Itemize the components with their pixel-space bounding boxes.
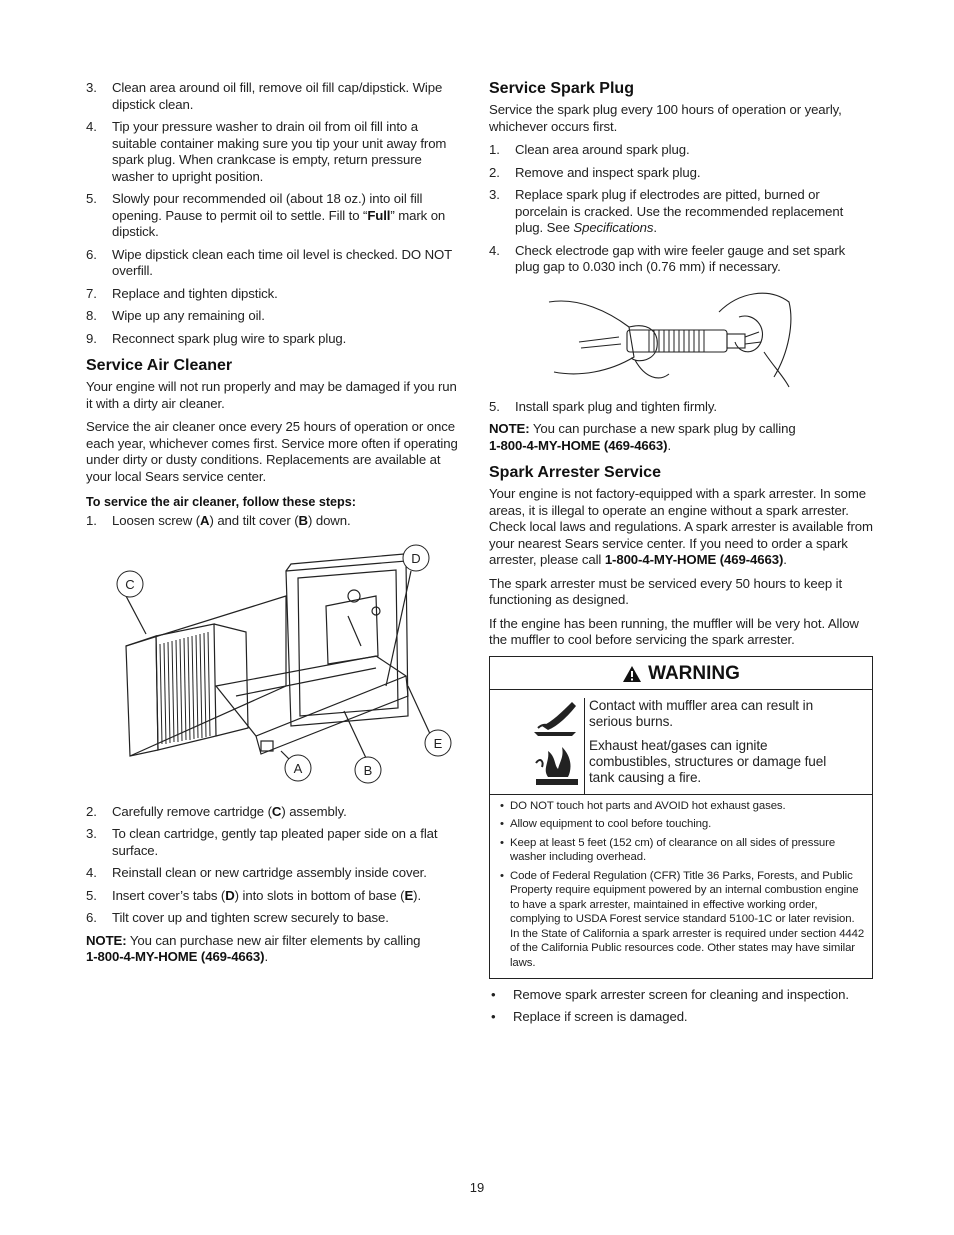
paragraph: Service the air cleaner once every 25 hours of operation or once each year, whichever comes first. Service more often if operating under dirty or dusty conditions. Replacements are available at your local Sears service center. <box>86 419 458 484</box>
list-item: • Keep at least 5 feet (152 cm) of clearance on all sides of pressure washer including overhead. <box>500 836 866 865</box>
step-text: Insert cover’s tabs ( <box>112 887 226 903</box>
step-text: Wipe up any remaining oil. <box>112 308 265 323</box>
step-text: Replace and tighten dipstick. <box>112 285 278 301</box>
list-item <box>86 826 466 859</box>
step-bold: D <box>225 887 235 903</box>
note-spark-plug <box>489 421 873 454</box>
step-text: Slowly pour recommended oil (about 18 oz.) into oil fill opening. Pause to permit oil to settle. Fill to “ <box>112 191 423 223</box>
step-number: 3. <box>489 187 500 202</box>
spark-plug-figure <box>539 282 873 397</box>
step-text: ” mark on dipstick. <box>112 207 446 239</box>
step-number: 5. <box>86 887 97 903</box>
list-item <box>86 247 466 280</box>
list-item: • Allow equipment to cool before touching. <box>500 817 866 832</box>
list-item: • Remove spark arrester screen for cleaning and inspection. <box>489 987 873 1004</box>
step-text: ) and tilt cover ( <box>209 513 299 528</box>
step-number: 2. <box>489 164 500 180</box>
note-air-filter <box>86 933 466 966</box>
list-item <box>86 119 466 185</box>
warning-line: Contact with muffler area can result in serious burns. <box>589 697 814 729</box>
step-number: 1. <box>489 142 500 157</box>
warning-line: Exhaust heat/gases can ignite combustibles, structures or damage fuel tank causing a fire. <box>589 737 827 785</box>
step-bold: C <box>271 803 282 819</box>
label-a: A <box>293 760 303 776</box>
step-bold: A <box>200 513 210 528</box>
paragraph-text: Your engine is not factory-equipped with a spark arrester. In some areas, it is illegal to operate an engine without a spark arrester. Check local laws and regulations. A spark arrester is available from your nearest Sears service center. If you need to order a spark arrester, please call <box>489 486 873 567</box>
step-text: Remove and inspect spark plug. <box>515 164 701 180</box>
warning-icons <box>528 698 585 794</box>
list-item <box>489 142 873 159</box>
left-column <box>86 80 466 973</box>
warning-text <box>585 698 846 794</box>
list-item <box>489 243 873 276</box>
spark-step5-list <box>489 399 873 416</box>
list-item <box>86 513 466 530</box>
paragraph <box>489 486 873 569</box>
label-b: B <box>363 762 373 778</box>
list-item: • DO NOT touch hot parts and AVOID hot exhaust gases. <box>500 799 866 814</box>
list-item <box>489 165 873 182</box>
step-text: Loosen screw ( <box>112 513 201 528</box>
step-text: ) down. <box>307 513 351 528</box>
note-text: You can purchase new air filter elements by calling <box>126 932 421 948</box>
step-text: ) into slots in bottom of base ( <box>234 887 405 903</box>
air-cleaner-illustration <box>86 536 466 791</box>
list-item <box>86 888 466 905</box>
step-number: 6. <box>86 246 97 262</box>
step-number: 1. <box>86 513 97 528</box>
paragraph: Service the spark plug every 100 hours of operation or yearly, whichever occurs first. <box>489 102 842 134</box>
warning-box <box>489 656 873 980</box>
spark-plug-illustration <box>539 282 799 392</box>
step-text: To clean cartridge, gently tap pleated paper side on a flat surface. <box>112 826 438 858</box>
list-item <box>489 399 873 416</box>
air-cleaner-figure <box>86 536 466 796</box>
step-bold: E <box>404 887 414 903</box>
step-text: Clean area around oil fill, remove oil fill cap/dipstick. Wipe dipstick clean. <box>112 80 443 112</box>
step-text: Reconnect spark plug wire to spark plug. <box>112 330 347 346</box>
section-heading-air-cleaner: Service Air Cleaner <box>86 357 233 374</box>
paragraph: The spark arrester must be serviced every 50 hours to keep it functioning as designed. <box>489 575 843 607</box>
list-item <box>86 910 466 927</box>
step-text: Clean area around spark plug. <box>515 142 690 157</box>
subheading: To service the air cleaner, follow these steps: <box>86 495 356 509</box>
paragraph: Your engine will not run properly and may be damaged if you run it with a dirty air cleaner. <box>86 379 457 411</box>
page-number: 19 <box>469 1180 485 1195</box>
arrester-bullets <box>489 987 873 1025</box>
list-item <box>86 804 466 821</box>
step-number: 4. <box>86 119 97 134</box>
note-label: NOTE: <box>86 932 127 948</box>
warning-body <box>490 690 872 794</box>
list-item <box>86 80 466 113</box>
step-text: ) assembly. <box>281 803 347 819</box>
step-text: Tip your pressure washer to drain oil from oil fill into a suitable container making sure you tip your unit away from spark plug. When crankcase is empty, return pressure washer to upright position. <box>112 119 447 184</box>
step-number: 4. <box>86 865 97 880</box>
list-item <box>86 191 466 241</box>
section-heading-spark-plug: Service Spark Plug <box>489 80 634 97</box>
step-number: 7. <box>86 285 97 301</box>
label-c: C <box>125 576 135 592</box>
list-item <box>86 308 466 325</box>
step-text: . <box>653 220 657 235</box>
step-text: Tilt cover up and tighten screw securely to base. <box>112 910 389 925</box>
warning-header <box>490 657 872 690</box>
list-item <box>86 331 466 348</box>
step-number: 5. <box>86 191 97 206</box>
label-e: E <box>433 735 443 751</box>
spark-steps-list <box>489 142 873 276</box>
step-bold: B <box>298 513 308 528</box>
paragraph: If the engine has been running, the muffler will be very hot. Allow the muffler to cool before servicing the spark arrester. <box>489 615 859 647</box>
hot-surface-icon <box>528 698 584 738</box>
step-text: Install spark plug and tighten firmly. <box>515 398 717 414</box>
list-item <box>86 865 466 882</box>
air-step1-list <box>86 513 466 530</box>
phone-number: 1-800-4-MY-HOME (469-4663) <box>489 437 668 453</box>
phone-number: 1-800-4-MY-HOME (469-4663) <box>604 552 784 567</box>
list-item: • Replace if screen is damaged. <box>489 1009 873 1026</box>
step-number: 5. <box>489 398 500 414</box>
note-text: You can purchase a new spark plug by calling <box>529 421 796 436</box>
paragraph-end: . <box>783 552 787 567</box>
phone-number: 1-800-4-MY-HOME (469-4663) <box>86 949 265 964</box>
list-item: • Code of Federal Regulation (CFR) Title 36 Parks, Forests, and Public Property require equipment powered by an internal combustion engine to have a spark arrester, maintained in effective working order, complying to USDA Forest service standard 5100-1C or later revision. In the State of California a spark arrester is required under section 4442 of the California Public resources code. Other states may have similar laws. <box>500 869 866 971</box>
step-text: ). <box>413 887 422 903</box>
step-text: Wipe dipstick clean each time oil level is checked. DO NOT overfill. <box>112 246 452 278</box>
section-heading-spark-arrester: Spark Arrester Service <box>489 464 661 481</box>
warning-bullets <box>490 794 872 979</box>
air-steps-list <box>86 804 466 927</box>
step-number: 3. <box>86 826 97 841</box>
oil-steps-list <box>86 80 466 347</box>
step-italic: Specifications <box>573 220 654 235</box>
warning-triangle-icon <box>622 665 642 683</box>
step-text: Check electrode gap with wire feeler gauge and set spark plug gap to 0.030 inch (0.76 mm) if necessary. <box>515 242 846 274</box>
step-number: 8. <box>86 308 97 323</box>
warning-title: WARNING <box>648 662 740 684</box>
note-label: NOTE: <box>489 421 530 436</box>
list-item <box>489 187 873 237</box>
list-item <box>86 286 466 303</box>
step-number: 6. <box>86 910 97 925</box>
step-number: 9. <box>86 330 97 346</box>
step-number: 4. <box>489 242 500 258</box>
right-column <box>489 80 873 1030</box>
step-text: Reinstall clean or new cartridge assembly inside cover. <box>112 865 427 880</box>
note-end: . <box>667 437 672 453</box>
note-end: . <box>264 949 269 964</box>
step-bold: Full <box>367 207 391 223</box>
label-d: D <box>411 550 421 566</box>
step-number: 3. <box>86 80 97 95</box>
fire-icon <box>528 743 584 787</box>
step-text: Replace spark plug if electrodes are pitted, burned or porcelain is cracked. Use the recommended replacement plug. See <box>515 187 844 235</box>
step-number: 2. <box>86 803 97 819</box>
step-text: Carefully remove cartridge ( <box>112 803 272 819</box>
